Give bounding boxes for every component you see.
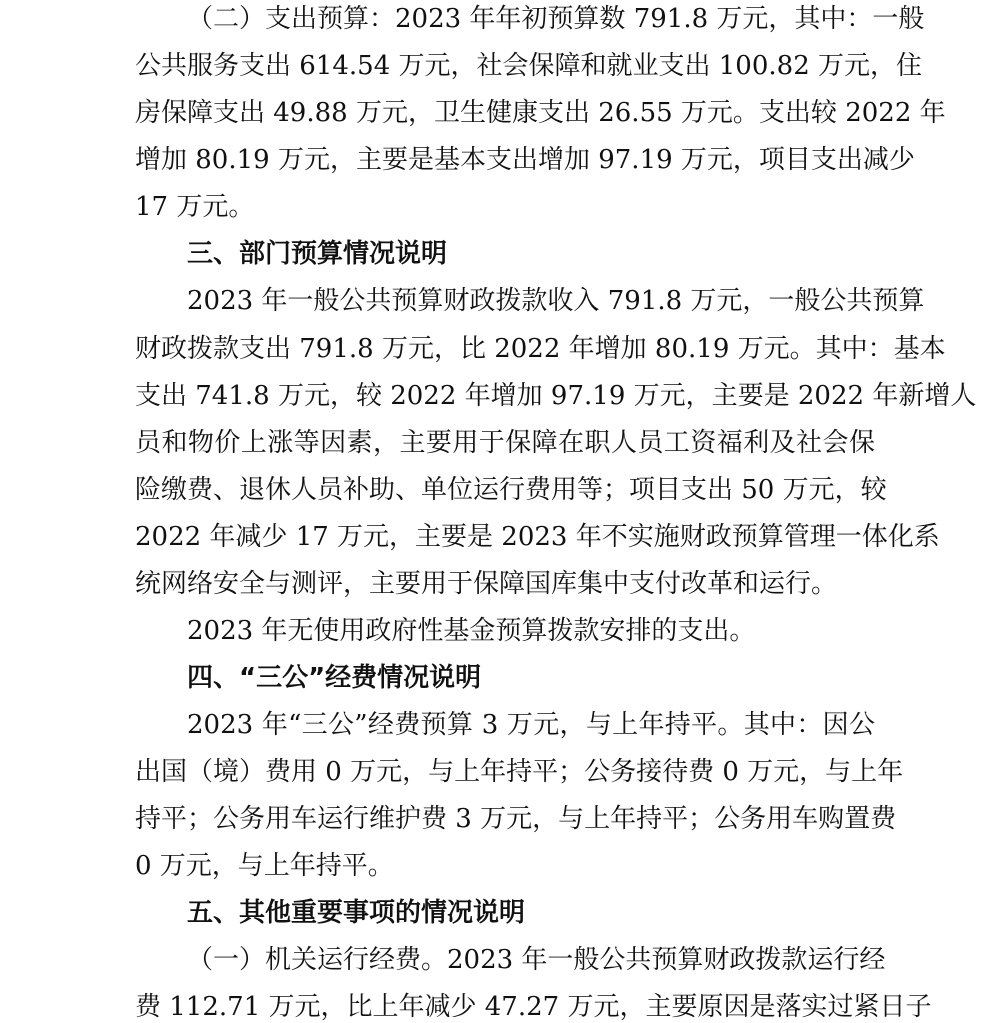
- paragraph-line: 2022 年减少 17 万元，主要是 2023 年不实施财政预算管理一体化系: [135, 522, 940, 552]
- paragraph-line: 房保障支出 49.88 万元，卫生健康支出 26.55 万元。支出较 2022 年: [135, 98, 946, 128]
- paragraph-line: 公共服务支出 614.54 万元，社会保障和就业支出 100.82 万元，住: [135, 51, 923, 81]
- paragraph-line: 增加 80.19 万元，主要是基本支出增加 97.19 万元，项目支出减少: [135, 145, 915, 175]
- paragraph-line: 2023 年“三公”经费预算 3 万元，与上年持平。其中：因公: [187, 710, 875, 740]
- paragraph-line: 统网络安全与测评，主要用于保障国库集中支付改革和运行。: [135, 569, 838, 599]
- paragraph-line: （二）支出预算：2023 年年初预算数 791.8 万元，其中：一般: [187, 4, 925, 34]
- paragraph-line: 员和物价上涨等因素，主要用于保障在职人员工资福利及社会保: [135, 428, 875, 458]
- paragraph-line: （一）机关运行经费。2023 年一般公共预算财政拨款运行经: [187, 945, 886, 975]
- paragraph-line: 2023 年一般公共预算财政拨款收入 791.8 万元，一般公共预算: [187, 286, 925, 316]
- paragraph-line: 财政拨款支出 791.8 万元，比 2022 年增加 80.19 万元。其中：基本: [135, 334, 946, 364]
- paragraph-line: 费 112.71 万元，比上年减少 47.27 万元，主要原因是落实过紧日子: [135, 992, 932, 1022]
- section-heading: 三、部门预算情况说明: [187, 239, 448, 269]
- paragraph-line: 2023 年无使用政府性基金预算拨款安排的支出。: [187, 616, 756, 646]
- paragraph-line: 出国（境）费用 0 万元，与上年持平；公务接待费 0 万元，与上年: [135, 757, 904, 787]
- paragraph-line: 支出 741.8 万元，较 2022 年增加 97.19 万元，主要是 2022 年新增人: [135, 381, 977, 411]
- paragraph-line: 0 万元，与上年持平。: [135, 851, 394, 881]
- section-heading: 五、其他重要事项的情况说明: [187, 898, 526, 928]
- paragraph-line: 17 万元。: [135, 192, 255, 222]
- paragraph-line: 险缴费、退休人员补助、单位运行费用等；项目支出 50 万元，较: [135, 475, 887, 505]
- section-heading: 四、“三公”经费情况说明: [187, 663, 482, 693]
- paragraph-line: 持平；公务用车运行维护费 3 万元，与上年持平；公务用车购置费: [135, 804, 897, 834]
